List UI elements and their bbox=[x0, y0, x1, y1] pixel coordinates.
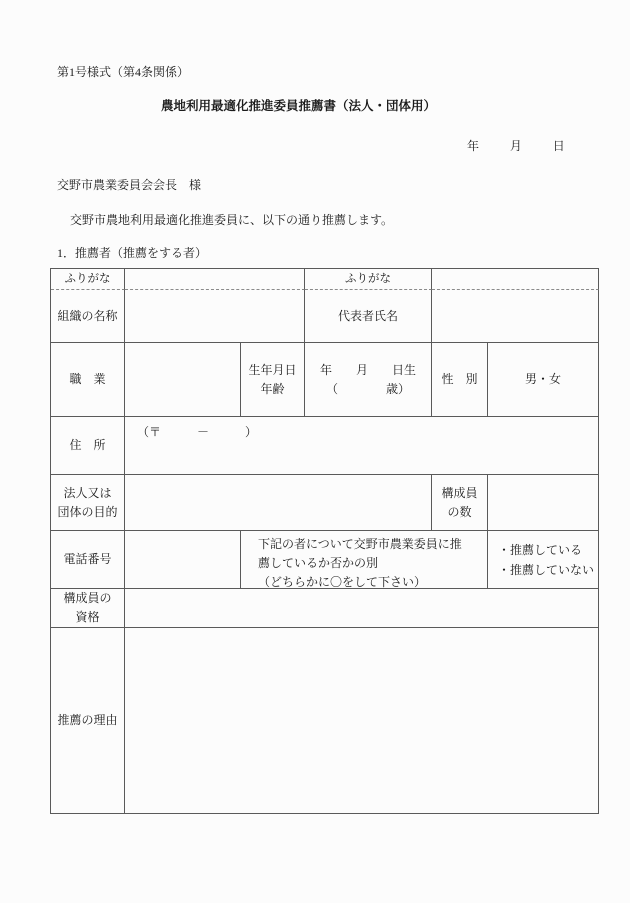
furigana-rep-value-cell bbox=[432, 269, 599, 290]
qualification-value-cell bbox=[125, 589, 599, 628]
recommendation-note-cell bbox=[241, 531, 488, 589]
qualification-label-cell bbox=[51, 589, 125, 628]
recommendation-options-cell bbox=[488, 531, 599, 589]
gender-label-cell bbox=[432, 343, 488, 417]
recommendation-note-line: 薦しているか否かの別 bbox=[258, 556, 379, 570]
purpose-label-line: 法人又は bbox=[63, 485, 112, 500]
page-title: 農地利用最適化推進委員推薦書（法人・団体用） bbox=[160, 99, 436, 113]
representative-label: 代表者氏名 bbox=[337, 308, 398, 323]
qualification-label-line: 資格 bbox=[75, 610, 100, 624]
representative-value-cell bbox=[432, 290, 599, 343]
gender-label: 性 別 bbox=[441, 372, 478, 386]
member-count-label-line: 構成員 bbox=[441, 485, 478, 500]
member-count-label-line: の数 bbox=[447, 504, 472, 519]
member-count-label-cell bbox=[432, 475, 488, 531]
birthdate-label-line: 年齢 bbox=[260, 381, 285, 396]
qualification-label-line: 構成員の bbox=[63, 591, 112, 605]
reason-value-cell bbox=[125, 628, 599, 814]
phone-value-cell bbox=[125, 531, 241, 589]
org-name-value-cell bbox=[125, 290, 305, 343]
occupation-value-cell bbox=[125, 343, 241, 417]
purpose-value-cell bbox=[125, 475, 432, 531]
recommender-table bbox=[50, 268, 599, 814]
birthdate-label-cell bbox=[241, 343, 305, 417]
birthdate-value-line: 年 月 日生 bbox=[319, 362, 416, 377]
org-name-label: 組織の名称 bbox=[57, 308, 118, 323]
addressee: 交野市農業委員会会長 様 bbox=[57, 178, 202, 192]
address-label-cell bbox=[51, 417, 125, 475]
occupation-label-cell bbox=[51, 343, 125, 417]
occupation-label: 職 業 bbox=[69, 372, 106, 386]
phone-label: 電話番号 bbox=[63, 552, 112, 566]
furigana-org-label-cell bbox=[51, 269, 125, 290]
address-value-cell bbox=[125, 417, 599, 475]
member-count-value-cell bbox=[488, 475, 599, 531]
gender-value-cell bbox=[488, 343, 599, 417]
birthdate-label-line: 生年月日 bbox=[248, 362, 297, 377]
phone-label-cell bbox=[51, 531, 125, 589]
recommendation-statement: 交野市農地利用最適化推進委員に、以下の通り推薦します。 bbox=[70, 213, 394, 227]
option-recommending: ・推薦している bbox=[498, 542, 583, 557]
section-heading: 1．推薦者（推薦をする者） bbox=[57, 246, 208, 260]
purpose-label-cell bbox=[51, 475, 125, 531]
recommendation-note-line: 下記の者について交野市農業委員に推 bbox=[258, 537, 462, 551]
birthdate-value-cell bbox=[305, 343, 432, 417]
option-not-recommending: ・推薦していない bbox=[498, 562, 595, 577]
form-number: 第1号様式（第4条関係） bbox=[57, 65, 190, 79]
reason-label: 推薦の理由 bbox=[57, 713, 118, 727]
address-label: 住 所 bbox=[69, 438, 106, 452]
reason-label-cell bbox=[51, 628, 125, 814]
birthdate-value-line: （ 歳） bbox=[325, 381, 410, 396]
date-line: 年 月 日 bbox=[467, 139, 568, 153]
furigana-rep-label-cell bbox=[305, 269, 432, 290]
furigana-org-value-cell bbox=[125, 269, 305, 290]
purpose-label-line: 団体の目的 bbox=[57, 504, 118, 519]
gender-value: 男・女 bbox=[524, 372, 561, 386]
org-name-label-cell bbox=[51, 290, 125, 343]
furigana-rep-label: ふりがな bbox=[345, 273, 391, 285]
recommendation-note-line: （どちらかに〇をして下さい） bbox=[258, 575, 427, 589]
furigana-org-label: ふりがな bbox=[64, 273, 111, 285]
representative-label-cell bbox=[305, 290, 432, 343]
postal-code-template: （〒 － ） bbox=[137, 425, 258, 439]
